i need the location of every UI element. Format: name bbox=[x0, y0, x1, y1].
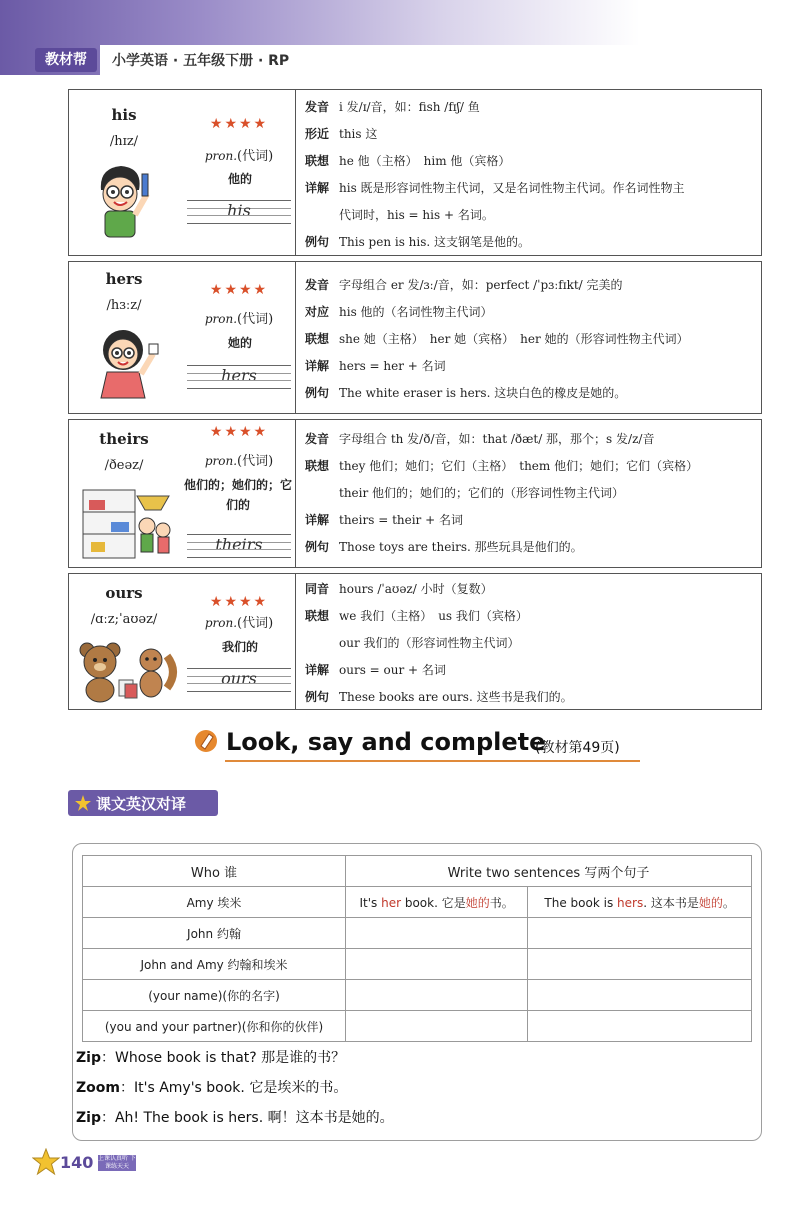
vocab-ipa: /ðeəz/ bbox=[104, 458, 144, 473]
sentence-text: 书。 bbox=[489, 895, 514, 910]
detail-label: 联想 bbox=[305, 332, 330, 346]
vocab-ipa: /ɑːz;ˈaʊəz/ bbox=[90, 612, 158, 627]
table-row bbox=[83, 949, 752, 980]
vocab-meaning: 他们的；她们的；它们的 bbox=[183, 478, 292, 512]
detail-label: 详解 bbox=[305, 513, 330, 527]
detail-text: 字母组合 er 发/ɜː/音，如：perfect /ˈpɜːfɪkt/ 完美的 bbox=[339, 278, 623, 292]
pos-cn: (代词) bbox=[237, 312, 274, 327]
rating-stars: ★★★★ bbox=[209, 282, 269, 298]
dialog-text: ：Ah! The book is hers. 啊！这本书是她的。 bbox=[100, 1110, 394, 1126]
detail-text: he 他（主格） him 他（宾格） bbox=[339, 154, 511, 168]
header-tab: 教材帮 bbox=[35, 48, 97, 72]
boy-illustration-icon bbox=[87, 160, 157, 245]
detail-text: she 她（主格） her 她（宾格） her 她的（形容词性物主代词） bbox=[339, 332, 689, 346]
star-mascot-icon bbox=[32, 1148, 60, 1176]
who-cell: Amy 埃米 bbox=[83, 887, 346, 918]
detail-label: 例句 bbox=[305, 540, 330, 554]
who-cell: John 约翰 bbox=[83, 918, 346, 949]
detail-text: 代词时，his = his + 名词。 bbox=[339, 208, 494, 222]
speaker: Zip bbox=[76, 1110, 101, 1126]
dialog-text: ：Whose book is that? 那是谁的书？ bbox=[100, 1050, 346, 1066]
section-subtitle: (教材第49页) bbox=[535, 740, 620, 756]
sentence-text: book. 它是 bbox=[401, 895, 466, 910]
sentence-two-cell[interactable] bbox=[528, 918, 752, 949]
detail-label: 例句 bbox=[305, 386, 330, 400]
rating-stars: ★★★★ bbox=[209, 116, 269, 132]
pos-cn: (代词) bbox=[237, 616, 274, 631]
dialog-line bbox=[76, 1107, 394, 1127]
detail-label: 对应 bbox=[305, 305, 330, 319]
detail-text: hours /ˈaʊəz/ 小时（复数） bbox=[339, 582, 493, 596]
handwritten-word: his bbox=[227, 201, 251, 220]
vocab-word: his bbox=[111, 106, 137, 124]
pos-cn: (代词) bbox=[237, 454, 274, 469]
detail-label: 联想 bbox=[305, 154, 330, 168]
star-icon bbox=[74, 794, 92, 812]
detail-label: 例句 bbox=[305, 690, 330, 704]
detail-text: These books are ours. 这些书是我们的。 bbox=[339, 690, 573, 704]
speaker: Zip bbox=[76, 1050, 101, 1066]
who-header: Who 谁 bbox=[83, 856, 346, 887]
sentences-header: Write two sentences 写两个句子 bbox=[346, 856, 752, 887]
writing-lines bbox=[187, 534, 291, 558]
pos-abbr: pron. bbox=[204, 312, 238, 326]
detail-label: 同音 bbox=[305, 582, 330, 596]
part-of-speech bbox=[184, 308, 294, 327]
sentence-text: The book is bbox=[544, 895, 618, 910]
detail-text: his 他的（名词性物主代词） bbox=[339, 305, 493, 319]
vocab-meaning: 她的 bbox=[227, 336, 252, 350]
detail-text: our 我们的（形容词性物主代词） bbox=[339, 636, 520, 650]
rating-stars: ★★★★ bbox=[209, 424, 269, 440]
rating-stars: ★★★★ bbox=[209, 594, 269, 610]
detail-label: 联想 bbox=[305, 609, 330, 623]
detail-text: they 他们；她们；它们（主格） them 他们；她们；它们（宾格） bbox=[339, 459, 699, 473]
answer-text: hers bbox=[617, 895, 644, 910]
detail-label: 例句 bbox=[305, 235, 330, 249]
vocab-card-hers bbox=[68, 261, 762, 414]
sentence-two-cell[interactable] bbox=[528, 1011, 752, 1042]
pos-abbr: pron. bbox=[204, 454, 238, 468]
detail-text: Those toys are theirs. 那些玩具是他们的。 bbox=[339, 540, 583, 554]
sentence-text: 。 bbox=[722, 895, 735, 910]
banner-label: 课文英汉对译 bbox=[96, 795, 187, 813]
sentence-one-cell[interactable] bbox=[346, 980, 528, 1011]
pos-cn: (代词) bbox=[237, 149, 274, 164]
who-cell: John and Amy 约翰和埃米 bbox=[83, 949, 346, 980]
detail-text: The white eraser is hers. 这块白色的橡皮是她的。 bbox=[339, 386, 627, 400]
detail-label: 详解 bbox=[305, 359, 330, 373]
detail-label: 详解 bbox=[305, 663, 330, 677]
answer-text: her bbox=[381, 895, 402, 910]
detail-label: 发音 bbox=[305, 432, 330, 446]
section-title: Look, say and complete bbox=[226, 728, 546, 756]
sentence-two-cell[interactable] bbox=[528, 949, 752, 980]
writing-lines bbox=[187, 668, 291, 692]
detail-label: 形近 bbox=[305, 127, 330, 141]
bear-squirrel-illustration-icon bbox=[75, 636, 179, 704]
sentence-two-cell[interactable] bbox=[528, 980, 752, 1011]
header-title: 小学英语 · 五年级下册 · RP bbox=[112, 53, 290, 69]
vocab-word: hers bbox=[105, 270, 143, 288]
who-cell: (you and your partner)(你和你的伙伴) bbox=[83, 1011, 346, 1042]
part-of-speech bbox=[184, 450, 294, 469]
detail-text: theirs = their + 名词 bbox=[339, 513, 463, 527]
sentence-one-cell bbox=[346, 887, 528, 918]
part-of-speech bbox=[184, 145, 294, 164]
dialog-line bbox=[76, 1077, 347, 1097]
detail-label: 发音 bbox=[305, 278, 330, 292]
section-underline bbox=[225, 760, 640, 762]
writing-lines bbox=[187, 365, 291, 389]
detail-text: their 他们的；她们的；它们的（形容词性物主代词） bbox=[339, 486, 625, 500]
sentence-text: It's bbox=[359, 895, 382, 910]
table-row bbox=[83, 980, 752, 1011]
sentence-one-cell[interactable] bbox=[346, 949, 528, 980]
detail-text: This pen is his. 这支钢笔是他的。 bbox=[339, 235, 531, 249]
detail-text: i 发/ɪ/音，如：fish /fɪʃ/ 鱼 bbox=[339, 100, 480, 114]
vocab-word: theirs bbox=[99, 430, 149, 448]
page-number: 140 bbox=[60, 1153, 94, 1172]
page-tag: 上课认真听 下课练天天 bbox=[98, 1155, 136, 1170]
detail-text: ours = our + 名词 bbox=[339, 663, 446, 677]
table-row bbox=[83, 918, 752, 949]
part-of-speech bbox=[184, 612, 294, 631]
vocab-details bbox=[305, 426, 755, 561]
vocab-meaning: 我们的 bbox=[221, 640, 258, 654]
pos-abbr: pron. bbox=[204, 616, 238, 630]
pencil-icon bbox=[193, 728, 219, 754]
vocab-meaning: 他的 bbox=[227, 172, 252, 186]
dialog-text: ：It's Amy's book. 它是埃米的书。 bbox=[119, 1080, 348, 1096]
detail-text: this 这 bbox=[339, 127, 378, 141]
vocab-details bbox=[305, 94, 755, 256]
sentence-text: . 这本书是 bbox=[643, 895, 699, 910]
sentence-table bbox=[82, 855, 752, 1042]
toy-shelf-illustration-icon bbox=[81, 486, 175, 562]
detail-label: 发音 bbox=[305, 100, 330, 114]
writing-lines bbox=[187, 200, 291, 224]
sentence-two-cell bbox=[528, 887, 752, 918]
dialog-line bbox=[76, 1047, 345, 1067]
handwritten-word: hers bbox=[221, 366, 257, 385]
table-row bbox=[83, 887, 752, 918]
vocab-details bbox=[305, 272, 755, 407]
detail-text: 字母组合 th 发/ð/音，如：that /ðæt/ 那，那个；s 发/z/音 bbox=[339, 432, 655, 446]
vocab-details bbox=[305, 576, 755, 711]
detail-text: we 我们（主格） us 我们（宾格） bbox=[339, 609, 528, 623]
sentence-one-cell[interactable] bbox=[346, 1011, 528, 1042]
who-cell: (your name)(你的名字) bbox=[83, 980, 346, 1011]
sentence-one-cell[interactable] bbox=[346, 918, 528, 949]
detail-text: hers = her + 名词 bbox=[339, 359, 446, 373]
handwritten-word: theirs bbox=[215, 535, 263, 554]
pos-abbr: pron. bbox=[204, 149, 238, 163]
detail-text: his 既是形容词性物主代词，又是名词性物主代词。作名词性物主 bbox=[339, 181, 685, 195]
speaker: Zoom bbox=[76, 1080, 120, 1096]
answer-text: 她的 bbox=[465, 895, 490, 910]
girl-illustration-icon bbox=[91, 324, 163, 404]
vocab-card-his bbox=[68, 89, 762, 256]
vocab-word: ours bbox=[105, 584, 143, 602]
detail-label: 详解 bbox=[305, 181, 330, 195]
vocab-ipa: /hɪz/ bbox=[109, 134, 139, 149]
answer-text: 她的 bbox=[698, 895, 723, 910]
vocab-card-theirs bbox=[68, 419, 762, 568]
vocab-card-ours bbox=[68, 573, 762, 710]
table-header-row bbox=[83, 856, 752, 887]
detail-label: 联想 bbox=[305, 459, 330, 473]
handwritten-word: ours bbox=[221, 669, 257, 688]
table-row bbox=[83, 1011, 752, 1042]
vocab-ipa: /hɜːz/ bbox=[106, 298, 142, 313]
